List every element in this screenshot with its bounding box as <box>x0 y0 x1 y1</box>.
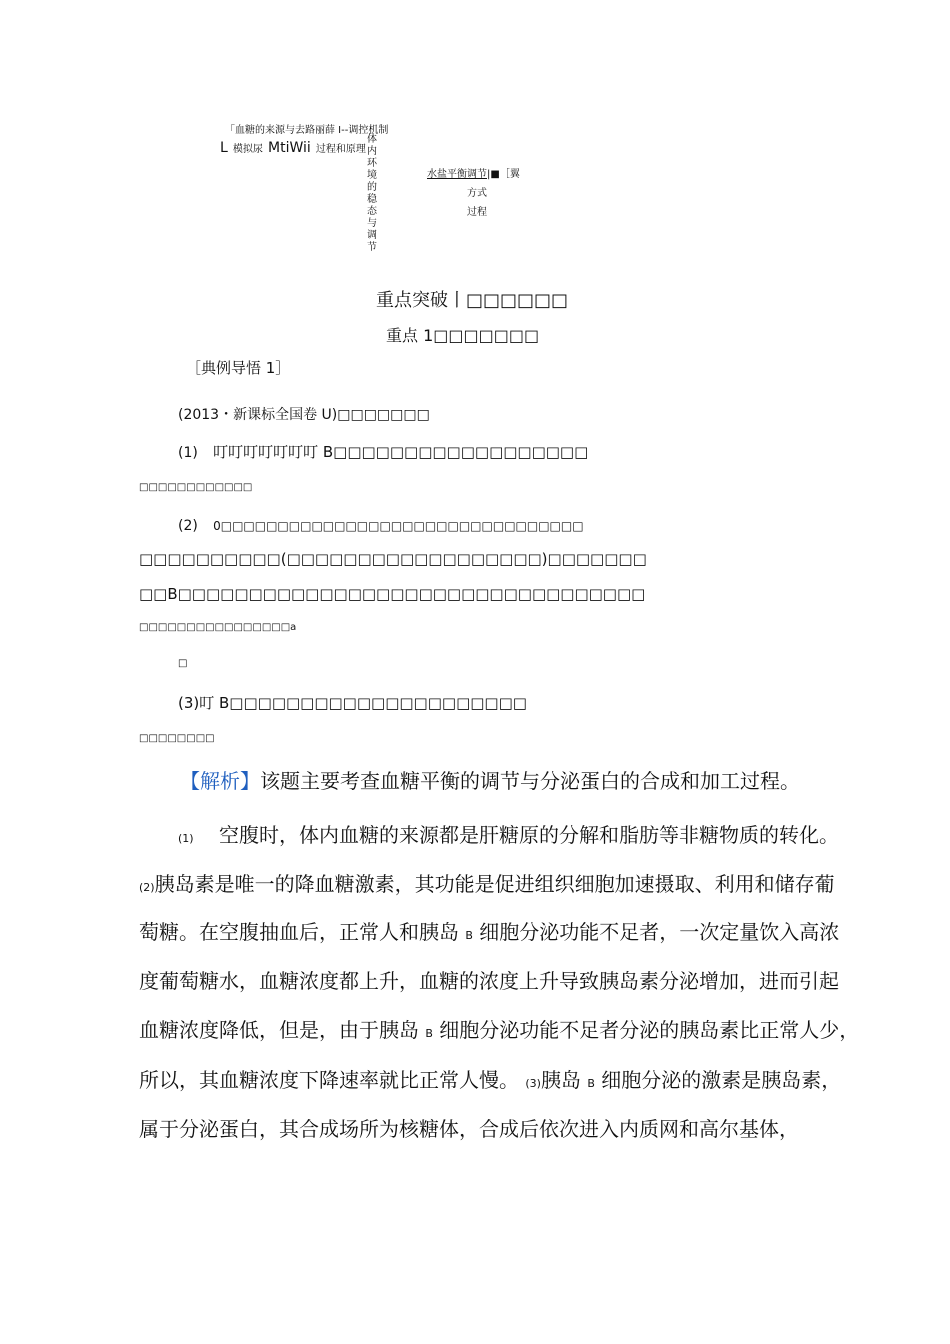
heading-key-point-1: 重点 1□□□□□□□ <box>386 326 540 345</box>
diagram-line2-prefix: L <box>220 140 228 156</box>
a2-line5-b-cell: B <box>587 1077 595 1090</box>
diagram-process: 过程 <box>467 207 487 218</box>
q1-text: 叮叮叮叮叮叮叮 B□□□□□□□□□□□□□□□□□□ <box>213 443 589 461</box>
diagram-line1: 「血糖的来源与去路丽薛 I--调控机制 <box>225 125 389 136</box>
q2-number: (2) <box>178 518 198 534</box>
question-source: (2013・新课标全国卷 U)□□□□□□□ <box>178 407 430 423</box>
water-salt-label: 水盐平衡调节 <box>427 169 487 180</box>
q2-line-5: □ <box>178 658 188 669</box>
diagram-line2-c: 过程和原理 <box>315 144 366 155</box>
analysis-point-3-line-2: 属于分泌蛋白，其合成场所为核糖体，合成后依次进入内质网和高尔基体， <box>139 1117 799 1141</box>
question-3: (3)叮 B□□□□□□□□□□□□□□□□□□□□□ <box>178 694 527 712</box>
q2-line-3: □□B□□□□□□□□□□□□□□□□□□□□□□□□□□□□□□□□□ <box>139 585 646 603</box>
a2-line4-part-c: 细胞分泌功能不足者分泌的胰岛素比正常人少， <box>439 1018 860 1042</box>
example-label: ［典例导悟 1］ <box>186 359 291 377</box>
diagram-line2-a: 模拟尿 <box>232 144 263 155</box>
analysis-point-2-line-1 <box>139 872 835 900</box>
a2-line5-part-a: 所以，其血糖浓度下降速率就比正常人慢。 <box>139 1068 519 1092</box>
q3-continuation: □□□□□□□□ <box>139 733 215 744</box>
a2-line2-part-a: 萄糖。在空腹抽血后，正常人和胰岛 <box>139 920 459 944</box>
analysis-intro <box>180 769 800 793</box>
analysis-label: 【解析】 <box>180 769 260 793</box>
analysis-point-2-line-3: 度葡萄糖水，血糖浓度都上升，血糖的浓度上升导致胰岛素分泌增加，进而引起 <box>139 969 839 993</box>
q1-continuation: □□□□□□□□□□□□ <box>139 482 253 493</box>
analysis-point-2-line-2 <box>139 920 839 948</box>
question-2 <box>178 515 584 534</box>
a3-number: (3) <box>525 1077 541 1090</box>
question-1 <box>178 441 588 462</box>
diagram-method: 方式 <box>467 188 487 199</box>
a2-line1-text: 胰岛素是唯一的降血糖激素，其功能是促进组织细胞加速摄取、利用和储存葡 <box>154 872 835 896</box>
diagram-vertical-title: 体内环境的稳态与调节 <box>367 134 377 253</box>
analysis-point-2-line-4 <box>139 1018 859 1046</box>
water-salt-suffix: |■［翼 <box>487 169 520 180</box>
diagram-water-salt <box>427 165 520 180</box>
analysis-point-2-line-5 <box>139 1068 841 1096</box>
heading-key-points: 重点突破丨□□□□□□ <box>376 290 569 311</box>
a2-line2-b-cell: B <box>465 929 473 942</box>
q2-line-4: □□□□□□□□□□□□□□□□a <box>139 622 297 633</box>
diagram-line2 <box>220 137 366 156</box>
analysis-intro-text: 该题主要考查血糖平衡的调节与分泌蛋白的合成和加工过程。 <box>260 769 800 793</box>
a2-line4-part-a: 血糖浓度降低，但是，由于胰岛 <box>139 1018 419 1042</box>
a2-line5-part-d: 细胞分泌的激素是胰岛素， <box>601 1068 842 1092</box>
a2-line2-part-c: 细胞分泌功能不足者，一次定量饮入高浓 <box>479 920 840 944</box>
a1-text: 空腹时，体内血糖的来源都是肝糖原的分解和脂肪等非糖物质的转化。 <box>219 823 840 847</box>
q2-line-2: □□□□□□□□□□(□□□□□□□□□□□□□□□□□□)□□□□□□□ <box>139 550 647 568</box>
diagram-line2-b: MtiWii <box>268 140 311 156</box>
a2-number: (2) <box>139 881 155 894</box>
a2-line4-b-cell: B <box>425 1027 433 1040</box>
analysis-point-1 <box>178 823 839 851</box>
q2-text: 0□□□□□□□□□□□□□□□□□□□□□□□□□□□□□□□□ <box>213 519 584 533</box>
a1-number: (1) <box>178 832 194 845</box>
q1-number: (1) <box>178 445 198 461</box>
a2-line5-part-b: 胰岛 <box>540 1068 581 1092</box>
